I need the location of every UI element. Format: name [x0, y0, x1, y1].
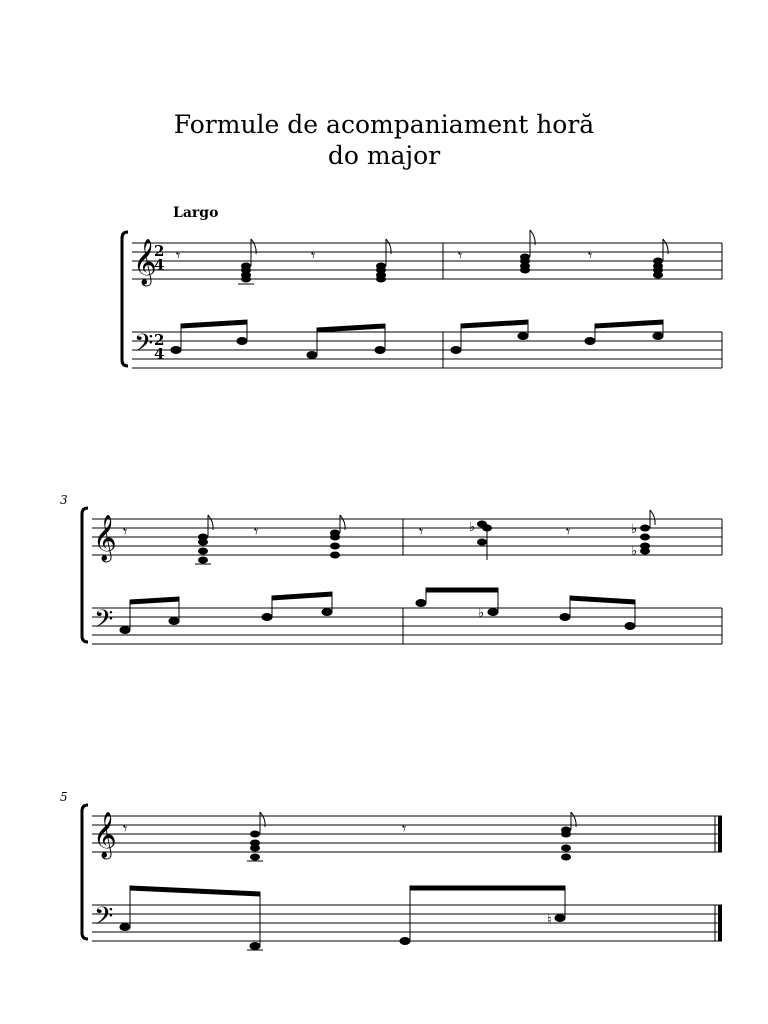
time-signature-numerator: 2 [154, 331, 165, 349]
piece-subtitle: do major [327, 141, 441, 170]
tempo-marking: Largo [173, 205, 219, 221]
eighth-rest-icon: 𝄾 [254, 522, 259, 541]
eighth-rest-icon: 𝄾 [311, 246, 316, 265]
system-bracket [82, 805, 88, 939]
bass-voice-system-3 [120, 886, 565, 950]
chord [469, 520, 492, 560]
treble-staff [92, 816, 722, 852]
treble-clef-icon: 𝄞 [133, 239, 157, 285]
chord [247, 812, 265, 861]
treble-staff [132, 243, 722, 279]
eighth-rest-icon: 𝄾 [176, 246, 181, 265]
bass-clef-icon: 𝄢 [94, 902, 114, 937]
chord [195, 515, 213, 564]
flat-icon: ♭ [631, 544, 638, 559]
system-bracket [122, 232, 128, 366]
treble-clef-icon: 𝄞 [93, 515, 117, 561]
eighth-rest-icon: 𝄾 [566, 522, 571, 541]
eighth-rest-icon: 𝄾 [123, 819, 128, 838]
time-signature-denominator: 4 [154, 345, 165, 363]
eighth-rest-icon: 𝄾 [458, 246, 463, 265]
bass-voice-system-2 [120, 588, 635, 634]
treble-voice-system-3 [123, 812, 576, 861]
eighth-rest-icon: 𝄾 [588, 246, 593, 265]
treble-staff [92, 519, 722, 555]
piece-title: Formule de acompaniament horă [173, 110, 595, 139]
bass-clef-icon: 𝄢 [94, 605, 114, 640]
eighth-rest-icon: 𝄾 [402, 819, 407, 838]
measure-number-3: 3 [60, 493, 68, 507]
chord [561, 812, 576, 861]
time-signature-numerator: 2 [154, 242, 165, 260]
chord [631, 510, 655, 559]
system-bracket [82, 508, 88, 642]
bass-clef-icon: 𝄢 [134, 329, 154, 364]
chord [653, 239, 668, 279]
system-1 [122, 232, 722, 368]
bass-voice-system-1 [171, 320, 663, 359]
measure-number-5: 5 [60, 790, 68, 804]
bass-staff [92, 905, 722, 941]
treble-voice-system-1 [176, 230, 668, 284]
flat-icon: ♭ [631, 522, 638, 537]
time-signature-denominator: 4 [154, 256, 165, 274]
eighth-rest-icon: 𝄾 [419, 522, 424, 541]
treble-clef-icon: 𝄞 [93, 812, 117, 858]
eighth-rest-icon: 𝄾 [123, 522, 128, 541]
natural-icon: ♮ [547, 913, 552, 928]
flat-icon: ♭ [469, 520, 476, 535]
flat-icon: ♭ [478, 606, 485, 621]
bass-staff [132, 332, 722, 368]
